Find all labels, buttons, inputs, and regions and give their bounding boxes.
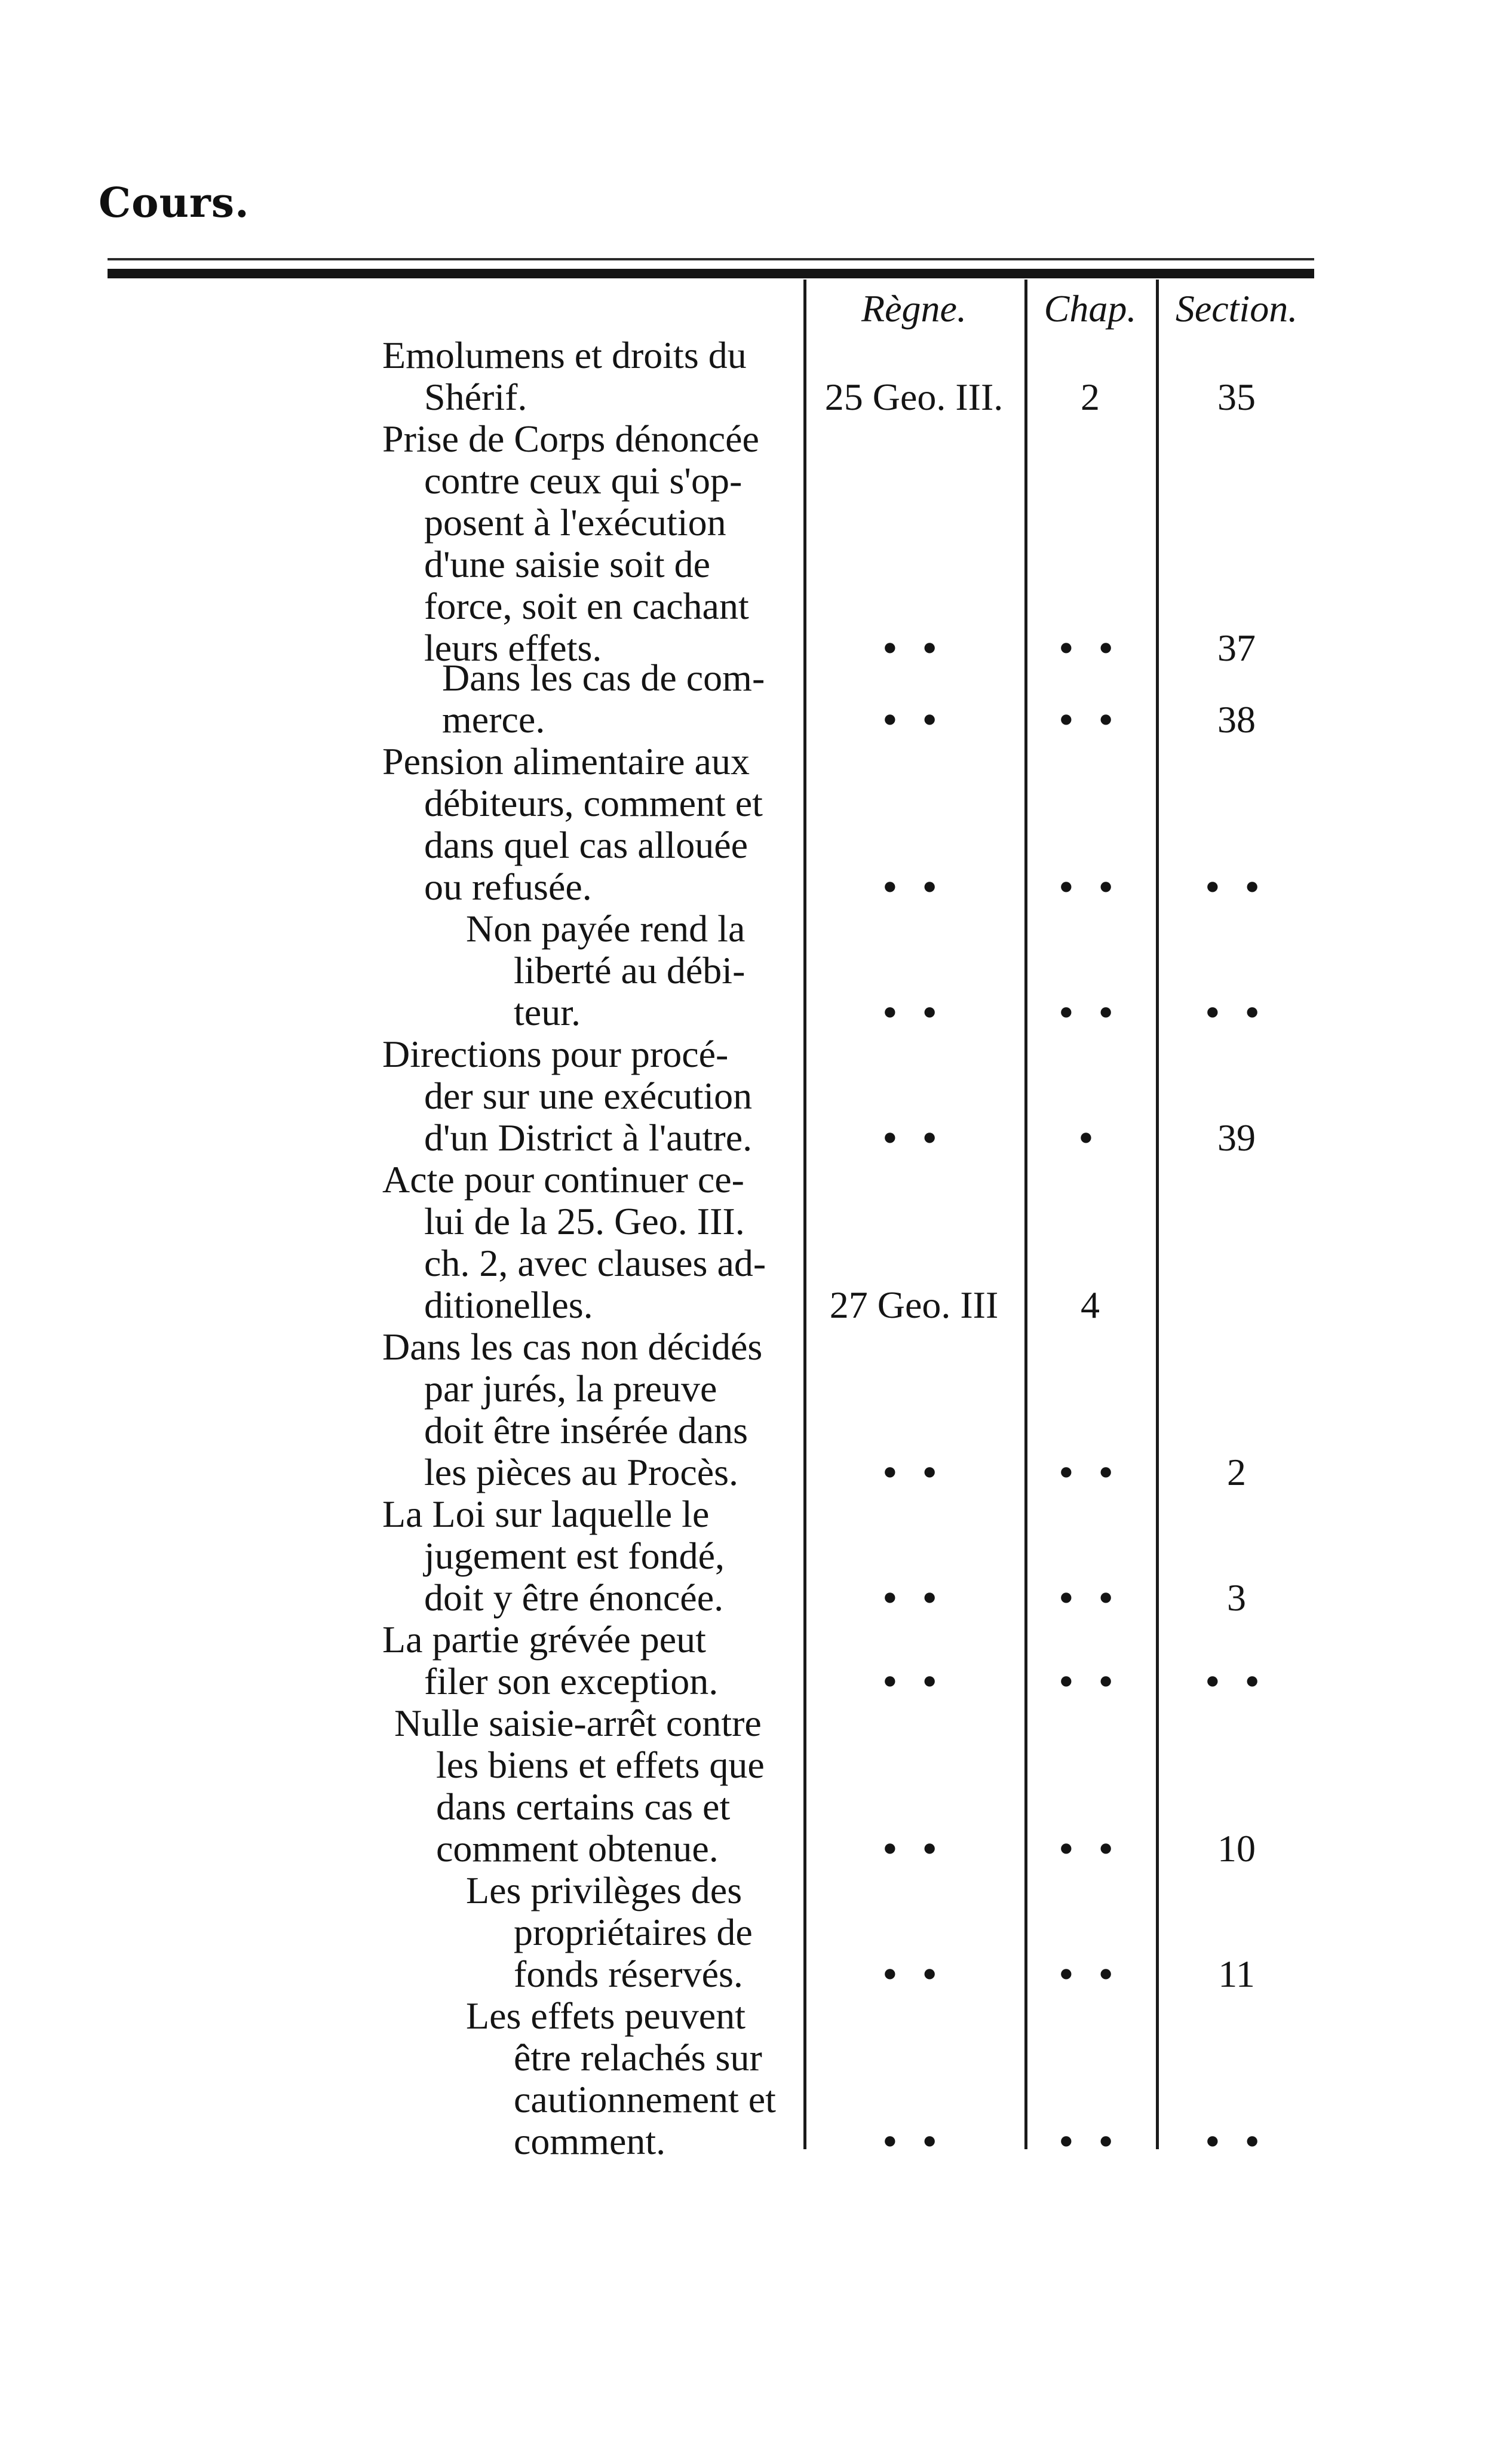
cell-chap: • •	[1059, 1660, 1121, 1702]
entry-line: dans quel cas allouée	[424, 824, 748, 866]
entry-line: La Loi sur laquelle le	[382, 1493, 710, 1535]
entry-line: La partie grévée peut	[382, 1618, 706, 1661]
entry-line: ou refusée.	[424, 866, 592, 908]
entry-line: merce.	[442, 698, 545, 741]
cell-regne: • •	[883, 1827, 945, 1870]
index-entry	[382, 1326, 800, 1493]
cell-regne: 25 Geo. III.	[824, 376, 1004, 418]
entry-line: ch. 2, avec clauses ad-	[424, 1242, 766, 1284]
cell-chap: 4	[1081, 1284, 1100, 1326]
entry-line: teur.	[514, 991, 581, 1033]
entry-line: posent à l'exécution	[424, 501, 726, 544]
cell-section: • •	[1205, 2120, 1268, 2162]
entry-line: d'une saisie soit de	[424, 543, 710, 585]
cell-regne: • •	[883, 1953, 945, 1995]
cell-section: 10	[1217, 1827, 1256, 1870]
index-entry	[382, 1493, 800, 1619]
entry-line: doit être insérée dans	[424, 1409, 748, 1452]
cell-chap: • •	[1059, 627, 1121, 669]
entry-line: leurs effets.	[424, 627, 602, 669]
cell-section: 38	[1217, 698, 1256, 741]
entry-line: Directions pour procé-	[382, 1033, 729, 1075]
cell-chap: • •	[1059, 866, 1121, 908]
entry-line: liberté au débi-	[514, 949, 746, 992]
entry-line: débiteurs, comment et	[424, 782, 763, 824]
entry-line: comment.	[514, 2120, 666, 2162]
cell-regne: • •	[883, 1576, 945, 1619]
index-entry	[394, 1702, 812, 1870]
column-header-section: Section.	[1175, 287, 1298, 330]
entry-line: fonds réservés.	[514, 1953, 743, 1995]
entry-line: d'un District à l'autre.	[424, 1116, 753, 1159]
index-entry	[382, 1619, 800, 1702]
cell-chap: • •	[1059, 698, 1121, 741]
entry-line: Les effets peuvent	[466, 1994, 746, 2037]
column-header-regne: Règne.	[861, 287, 967, 330]
entry-line: force, soit en cachant	[424, 585, 749, 627]
cell-regne: • •	[883, 627, 945, 669]
cell-chap: • •	[1059, 1451, 1121, 1493]
entry-line: contre ceux qui s'op-	[424, 459, 743, 502]
entry-line: Dans les cas non décidés	[382, 1325, 763, 1368]
cell-regne: 27 Geo. III	[829, 1284, 999, 1326]
index-entry	[382, 418, 800, 669]
entry-line: les biens et effets que	[436, 1744, 765, 1786]
top-rule-thin	[108, 258, 1314, 260]
column-header-chap: Chap.	[1044, 287, 1137, 330]
cell-regne: • •	[883, 866, 945, 908]
entry-line: Nulle saisie-arrêt contre	[394, 1702, 762, 1744]
entry-line: Prise de Corps dénoncée	[382, 418, 759, 460]
cell-section: • •	[1205, 991, 1268, 1033]
cell-chap: • •	[1059, 2120, 1121, 2162]
cell-regne: • •	[883, 1660, 945, 1702]
cell-regne: • •	[883, 698, 945, 741]
cell-regne: • •	[883, 2120, 945, 2162]
entry-line: par jurés, la preuve	[424, 1367, 717, 1410]
cell-chap: • •	[1059, 1827, 1121, 1870]
entry-line: dans certains cas et	[436, 1785, 731, 1828]
cell-chap: • •	[1059, 1953, 1121, 1995]
cell-chap: • •	[1059, 1576, 1121, 1619]
index-entry	[382, 1159, 800, 1326]
cell-section: 11	[1218, 1953, 1255, 1995]
entry-line: ditionelles.	[424, 1284, 593, 1326]
index-entry	[382, 335, 800, 418]
cell-chap: •	[1079, 1116, 1102, 1159]
cell-regne: • •	[883, 1451, 945, 1493]
entry-line: doit y être énoncée.	[424, 1576, 724, 1619]
cell-chap: 2	[1081, 376, 1100, 418]
cell-section: • •	[1205, 1660, 1268, 1702]
running-head: Cours.	[99, 179, 250, 227]
entry-line: filer son exception.	[424, 1660, 719, 1702]
column-divider-section	[1156, 280, 1159, 2149]
entry-line: lui de la 25. Geo. III.	[424, 1200, 745, 1242]
entry-line: Pension alimentaire aux	[382, 740, 750, 783]
entry-line: les pièces au Procès.	[424, 1451, 739, 1493]
cell-chap: • •	[1059, 991, 1121, 1033]
cell-section: • •	[1205, 866, 1268, 908]
cell-section: 35	[1217, 376, 1256, 418]
entry-line: jugement est fondé,	[424, 1535, 725, 1577]
cell-section: 37	[1217, 627, 1256, 669]
cell-section: 2	[1227, 1451, 1246, 1493]
entry-line: être relachés sur	[514, 2036, 762, 2079]
entry-line: cautionnement et	[514, 2078, 776, 2121]
cell-section: 3	[1227, 1576, 1246, 1619]
entry-line: Non payée rend la	[466, 907, 746, 950]
entry-line: Shérif.	[424, 376, 527, 418]
entry-line: Emolumens et droits du	[382, 334, 747, 376]
cell-regne: • •	[883, 1116, 945, 1159]
cell-regne: • •	[883, 991, 945, 1033]
index-entry	[382, 741, 800, 908]
cell-section: 39	[1217, 1116, 1256, 1159]
index-entry	[382, 1033, 800, 1159]
entry-line: Dans les cas de com-	[442, 656, 765, 699]
index-entry	[442, 657, 860, 741]
entry-line: comment obtenue.	[436, 1827, 719, 1870]
entry-line: Acte pour continuer ce-	[382, 1158, 744, 1201]
entry-line: der sur une exécution	[424, 1075, 753, 1117]
top-rule-heavy	[108, 269, 1314, 278]
entry-line: propriétaires de	[514, 1911, 753, 1953]
entry-line: Les privilèges des	[466, 1869, 743, 1911]
